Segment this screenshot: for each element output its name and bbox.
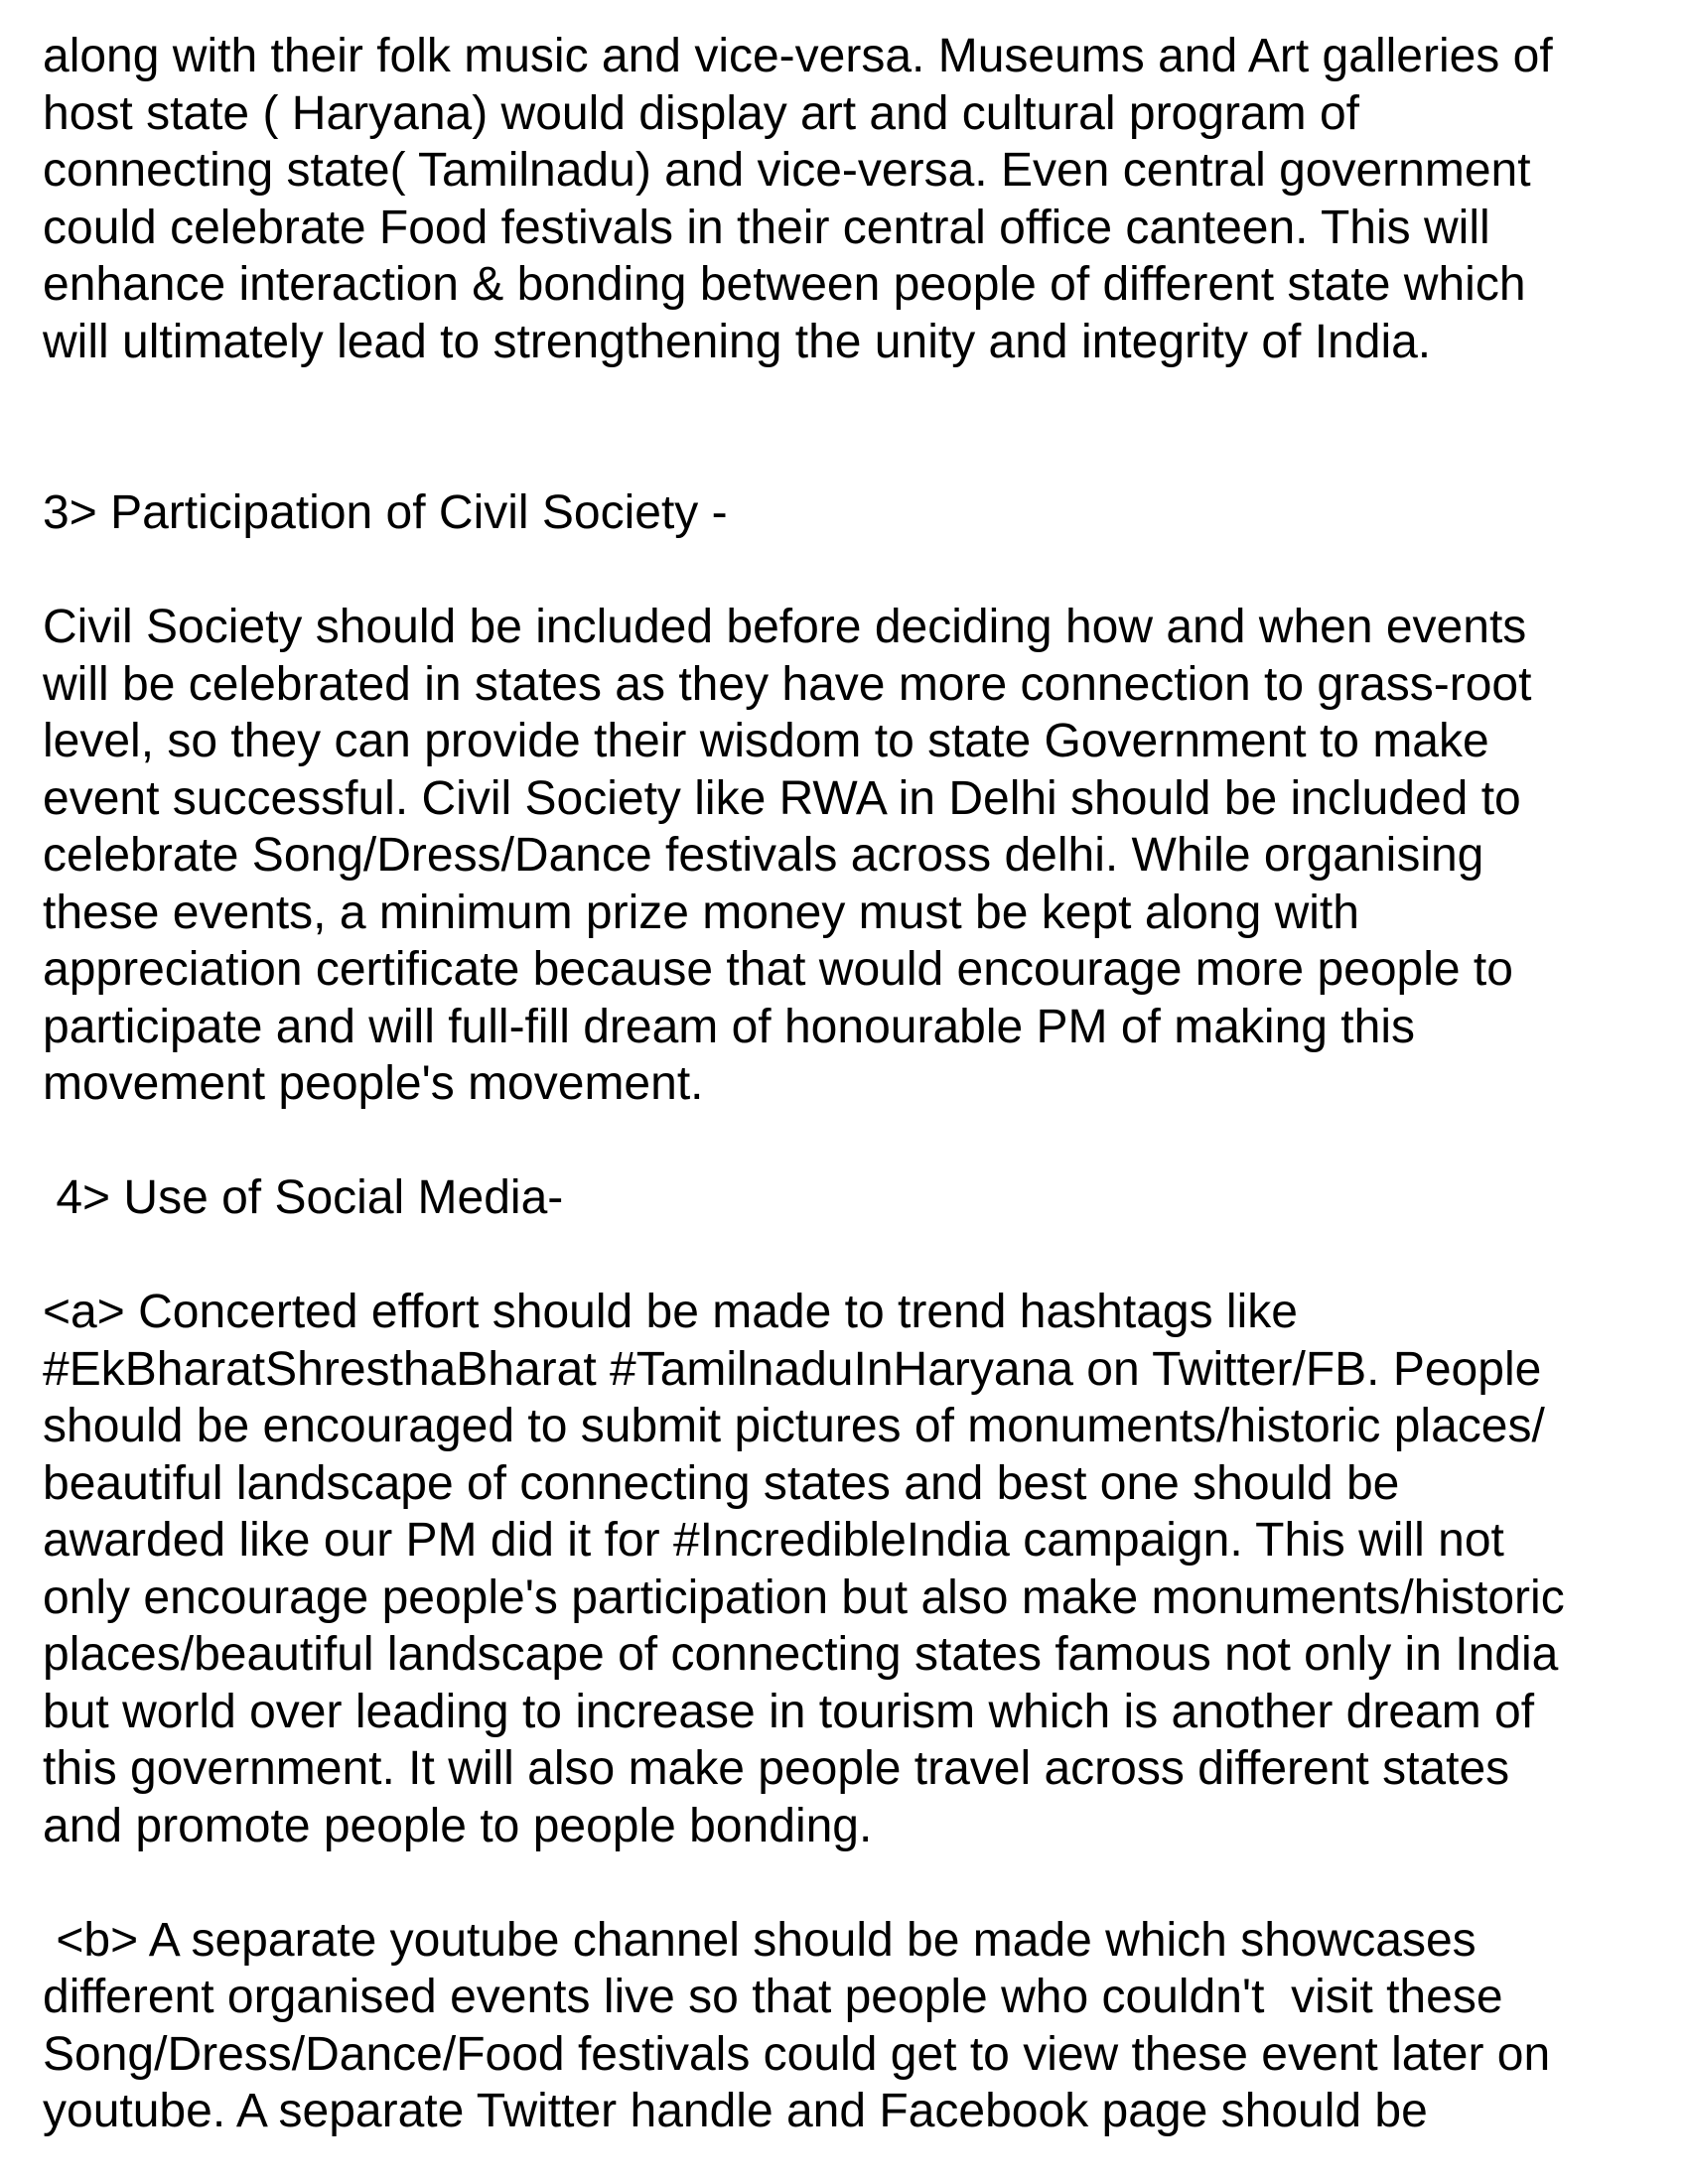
paragraph-line: awarded like our PM did it for #IncredibleIndia campaign. This will not <box>43 1514 1504 1567</box>
blank-line <box>43 542 1671 600</box>
section-4-point-b <box>43 1912 1671 2140</box>
paragraph-line: Civil Society should be included before deciding how and when events <box>43 601 1527 653</box>
section-4-heading: 4> Use of Social Media- <box>43 1171 564 1224</box>
blank-line <box>43 428 1671 485</box>
paragraph-line: will ultimately lead to strengthening the unity and integrity of India. <box>43 315 1432 368</box>
section-3-heading: 3> Participation of Civil Society - <box>43 486 728 539</box>
paragraph-line: and promote people to people bonding. <box>43 1799 873 1852</box>
paragraph-line: participate and will full-fill dream of honourable PM of making this <box>43 1000 1415 1053</box>
paragraph-line: only encourage people's participation but also make monuments/historic <box>43 1570 1565 1624</box>
paragraph-line: enhance interaction & bonding between people of different state which <box>43 258 1526 311</box>
blank-line <box>43 370 1671 428</box>
paragraph-line: along with their folk music and vice-versa. Museums and Art galleries of <box>43 30 1553 82</box>
paragraph-line: youtube. A separate Twitter handle and Facebook page should be <box>43 2085 1428 2137</box>
paragraph-line: <a> Concerted effort should be made to trend hashtags like <box>43 1286 1298 1338</box>
paragraph-line: level, so they can provide their wisdom to state Government to make <box>43 715 1489 767</box>
paragraph-line: <b> A separate youtube channel should be made which showcases <box>43 1913 1477 1967</box>
paragraph-line: event successful. Civil Society like RWA in Delhi should be included to <box>43 771 1521 825</box>
paragraph-line: places/beautiful landscape of connecting states famous not only in India <box>43 1628 1559 1681</box>
paragraph-line: host state ( Haryana) would display art and cultural program of <box>43 86 1359 140</box>
paragraph-line: this government. It will also make people travel across different states <box>43 1742 1510 1795</box>
paragraph-line: connecting state( Tamilnadu) and vice-versa. Even central government <box>43 144 1531 197</box>
paragraph-line: these events, a minimum prize money must be kept along with <box>43 886 1359 939</box>
section-3-paragraph <box>43 599 1671 1113</box>
section-4-point-a <box>43 1284 1671 1854</box>
intro-paragraph <box>43 28 1671 370</box>
blank-line <box>43 1854 1671 1912</box>
paragraph-line: Song/Dress/Dance/Food festivals could get to view these event later on <box>43 2027 1551 2081</box>
blank-line <box>43 1113 1671 1170</box>
paragraph-line: but world over leading to increase in tourism which is another dream of <box>43 1685 1535 1738</box>
paragraph-line: different organised events live so that people who couldn't visit these <box>43 1971 1503 2023</box>
paragraph-line: appreciation certificate because that would encourage more people to <box>43 943 1513 996</box>
paragraph-line: will be celebrated in states as they have more connection to grass-root <box>43 657 1532 711</box>
paragraph-line: beautiful landscape of connecting states and best one should be <box>43 1456 1400 1510</box>
document-page <box>43 28 1671 2140</box>
paragraph-line: could celebrate Food festivals in their central office canteen. This will <box>43 201 1490 254</box>
blank-line <box>43 1227 1671 1285</box>
paragraph-line: movement people's movement. <box>43 1057 704 1110</box>
paragraph-line: #EkBharatShresthaBharat #TamilnaduInHaryana on Twitter/FB. People <box>43 1342 1542 1396</box>
paragraph-line: celebrate Song/Dress/Dance festivals across delhi. While organising <box>43 829 1484 882</box>
paragraph-line: should be encouraged to submit pictures of monuments/historic places/ <box>43 1400 1545 1452</box>
